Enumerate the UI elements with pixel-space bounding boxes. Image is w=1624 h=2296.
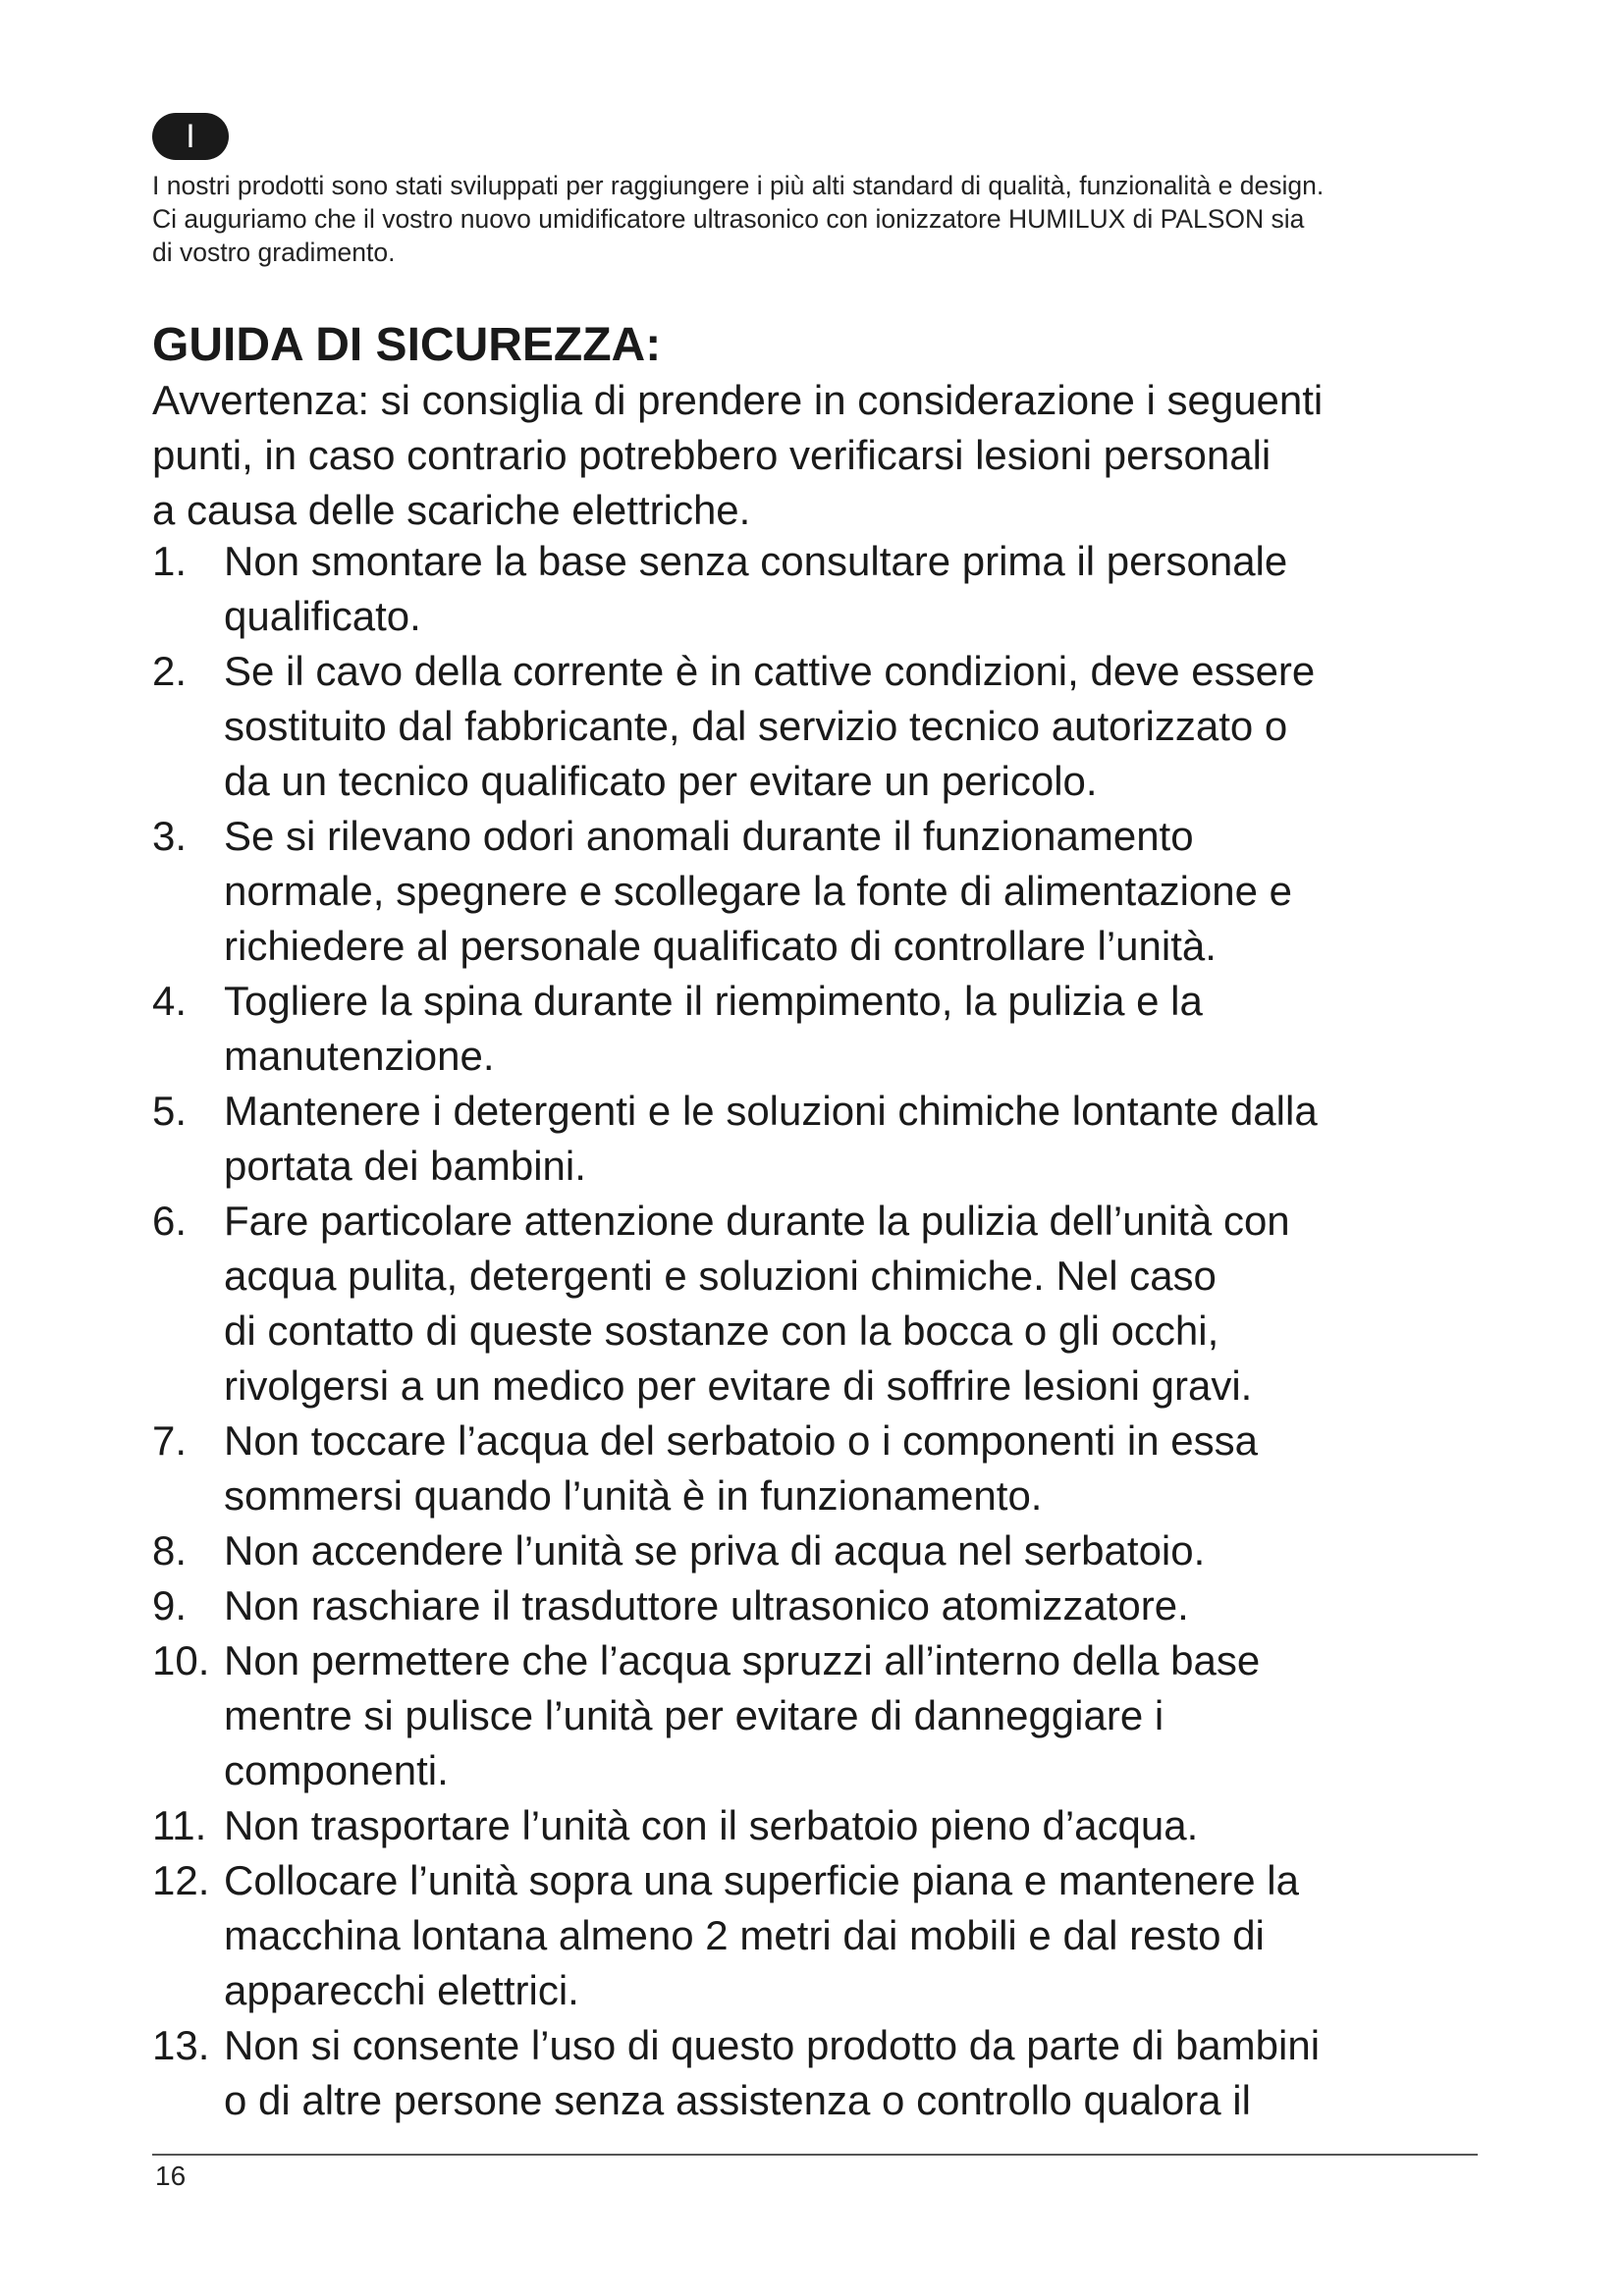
- item-number: 1.: [152, 538, 188, 584]
- item-line: richiedere al personale qualificato di controllare l’unità.: [224, 923, 1217, 969]
- list-item: [152, 2018, 1546, 2128]
- warning-line: punti, in caso contrario potrebbero verificarsi lesioni personali: [152, 432, 1272, 478]
- item-number: 11.: [152, 1802, 207, 1848]
- list-item: [152, 1194, 1546, 1414]
- item-line: rivolgersi a un medico per evitare di soffrire lesioni gravi.: [224, 1362, 1253, 1409]
- intro-line: I nostri prodotti sono stati sviluppati per raggiungere i più alti standard di qualità, funzionalità e design.: [152, 171, 1325, 200]
- list-item: [152, 809, 1546, 974]
- item-number: 8.: [152, 1527, 188, 1574]
- item-line: Collocare l’unità sopra una superficie piana e mantenere la: [224, 1857, 1299, 1903]
- item-number: 9.: [152, 1582, 188, 1629]
- item-number: 7.: [152, 1417, 188, 1464]
- list-item: [152, 534, 1546, 644]
- item-line: portata dei bambini.: [224, 1143, 586, 1189]
- item-number: 3.: [152, 813, 188, 859]
- item-line: componenti.: [224, 1747, 449, 1793]
- item-number: 6.: [152, 1198, 188, 1244]
- item-line: di contatto di queste sostanze con la bocca o gli occhi,: [224, 1308, 1219, 1354]
- item-line: da un tecnico qualificato per evitare un pericolo.: [224, 758, 1098, 804]
- item-line: acqua pulita, detergenti e soluzioni chimiche. Nel caso: [224, 1253, 1217, 1299]
- item-number: 13.: [152, 2022, 210, 2068]
- warning-line: Avvertenza: si consiglia di prendere in considerazione i seguenti: [152, 377, 1324, 423]
- warning-line: a causa delle scariche elettriche.: [152, 487, 751, 533]
- list-item: [152, 1853, 1546, 2018]
- item-line: mentre si pulisce l’unità per evitare di danneggiare i: [224, 1692, 1164, 1738]
- item-line: Non permettere che l’acqua spruzzi all’interno della base: [224, 1637, 1261, 1683]
- list-item: [152, 1798, 1546, 1853]
- section-heading: GUIDA DI SICUREZZA:: [152, 319, 662, 371]
- item-number: 2.: [152, 648, 188, 694]
- item-line: Non trasportare l’unità con il serbatoio pieno d’acqua.: [224, 1802, 1199, 1848]
- item-line: macchina lontana almeno 2 metri dai mobili e dal resto di: [224, 1912, 1265, 1958]
- intro-paragraph: [152, 169, 1527, 269]
- item-line: Fare particolare attenzione durante la pulizia dell’unità con: [224, 1198, 1290, 1244]
- page-number: 16: [155, 2161, 187, 2191]
- item-line: Se il cavo della corrente è in cattive condizioni, deve essere: [224, 648, 1316, 694]
- item-line: Non toccare l’acqua del serbatoio o i componenti in essa: [224, 1417, 1258, 1464]
- item-line: Non si consente l’uso di questo prodotto da parte di bambini: [224, 2022, 1321, 2068]
- intro-line: di vostro gradimento.: [152, 238, 396, 267]
- item-line: manutenzione.: [224, 1033, 495, 1079]
- list-item: [152, 1633, 1546, 1798]
- item-number: 4.: [152, 978, 188, 1024]
- intro-line: Ci auguriamo che il vostro nuovo umidificatore ultrasonico con ionizzatore HUMILUX di PALSON sia: [152, 204, 1305, 234]
- item-line: Togliere la spina durante il riempimento, la pulizia e la: [224, 978, 1203, 1024]
- item-line: Se si rilevano odori anomali durante il funzionamento: [224, 813, 1194, 859]
- item-line: Mantenere i detergenti e le soluzioni chimiche lontante dalla: [224, 1088, 1318, 1134]
- item-number: 5.: [152, 1088, 188, 1134]
- item-number: 12.: [152, 1857, 210, 1903]
- warning-paragraph: [152, 373, 1546, 538]
- item-line: Non raschiare il trasduttore ultrasonico atomizzatore.: [224, 1582, 1189, 1629]
- list-item: [152, 1523, 1546, 1578]
- item-line: sommersi quando l’unità è in funzionamento.: [224, 1472, 1043, 1519]
- item-line: sostituito dal fabbricante, dal servizio tecnico autorizzato o: [224, 703, 1288, 749]
- item-line: normale, spegnere e scollegare la fonte di alimentazione e: [224, 868, 1293, 914]
- list-item: [152, 1578, 1546, 1633]
- safety-list: [152, 534, 1546, 2128]
- item-number: 10.: [152, 1637, 210, 1683]
- item-line: qualificato.: [224, 593, 421, 639]
- list-item: [152, 1084, 1546, 1194]
- list-item: [152, 974, 1546, 1084]
- item-line: Non smontare la base senza consultare prima il personale: [224, 538, 1288, 584]
- list-item: [152, 1414, 1546, 1523]
- list-item: [152, 644, 1546, 809]
- footer-divider: [152, 2154, 1478, 2156]
- item-line: Non accendere l’unità se priva di acqua nel serbatoio.: [224, 1527, 1206, 1574]
- item-line: o di altre persone senza assistenza o controllo qualora il: [224, 2077, 1251, 2123]
- language-badge: I: [152, 113, 229, 160]
- item-line: apparecchi elettrici.: [224, 1967, 579, 2013]
